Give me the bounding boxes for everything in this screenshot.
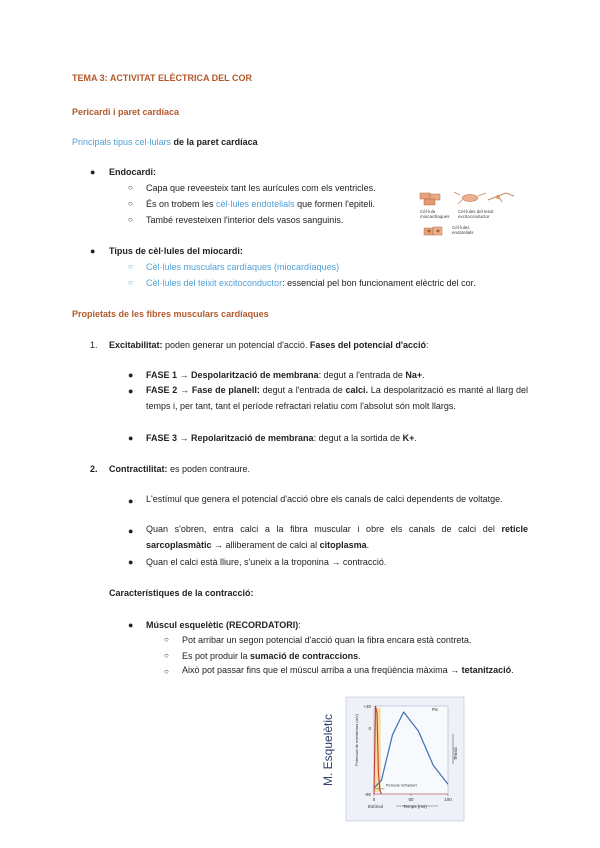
circle-bullet-icon: ○ [128, 262, 133, 271]
bullet-icon: ● [90, 167, 96, 177]
phase-1-bold: FASE 1 → Despolarització de membrana [146, 370, 319, 380]
x-axis-label: Temps (ms) [403, 804, 427, 809]
subsection-heading-tipus-cellulars [72, 137, 258, 147]
musc-item-3-end: . [511, 665, 514, 675]
bullet-icon: ● [128, 526, 134, 536]
contract-item-2-mid: → alliberament de calci al [211, 539, 320, 550]
phase-3 [146, 433, 417, 444]
bullet-icon: ● [128, 620, 134, 630]
bullet-icon: ● [90, 246, 96, 256]
list-number-1: 1. [90, 340, 98, 350]
list-number-2: 2. [90, 464, 98, 474]
excitabilitat-rest: poden generar un potencial d'acció. [162, 340, 310, 350]
endocardi-item-1: Capa que reveesteix tant les aurícules com els ventricles. [146, 183, 376, 193]
x-tick-label: 100 [444, 797, 452, 802]
refractory-label: Període refractari [385, 782, 417, 788]
phase-1 [146, 370, 425, 381]
page-title: TEMA 3: ACTIVITAT ELÈCTRICA DEL COR [72, 73, 252, 83]
conductor-cells-icon [454, 192, 514, 204]
circle-bullet-icon: ○ [164, 635, 169, 644]
x-tick-label: 50 [408, 797, 414, 802]
section-heading-propietats: Propietats de les fibres musculars cardíaques [72, 309, 269, 319]
chart-svg [320, 694, 470, 828]
bullet-icon: ● [128, 386, 134, 396]
phase-3-end: . [414, 433, 417, 443]
miocardi-item-2-blue: Cèl·lules del teixit excitoconductor [146, 278, 283, 288]
caracteristiques-heading: Característiques de la contracció: [109, 588, 254, 598]
miocardi-item-2 [146, 278, 476, 289]
contractilitat-rest: es poden contraure. [167, 464, 251, 474]
circle-bullet-icon: ○ [128, 199, 133, 208]
excitabilitat-bold: Excitabilitat: [109, 340, 163, 350]
musc-item-3-pre: Això pot passar fins que el múscul arriba a una freqüència màxima → [182, 665, 462, 675]
circle-bullet-icon: ○ [128, 183, 133, 192]
contract-item-3: Quan el calci està lliure, s'uneix a la troponina → contracció. [146, 557, 387, 567]
stimulus-label: Estímul [368, 804, 384, 809]
bullet-icon: ● [128, 433, 134, 443]
contract-item-2 [146, 522, 528, 553]
phase-2 [146, 383, 528, 414]
skeletal-muscle-chart [320, 694, 470, 828]
cell-types-figure [418, 190, 528, 242]
miocardi-item-1: Cèl·lules musculars cardíaques (miocardíaques) [146, 262, 340, 272]
endocardi-item-2-pre: És on trobem les [146, 199, 217, 209]
phase-1-bold2: Na+ [405, 370, 423, 380]
endocardi-label: Endocardi: [109, 167, 157, 177]
subsection-heading-blue: Principals tipus cel·lulars [72, 137, 172, 147]
endocardi-item-3: També revesteixen l'interior dels vasos sanguinis. [146, 215, 344, 225]
x-tick-label: 0 [372, 797, 376, 802]
contractilitat-bold: Contractilitat: [109, 464, 168, 474]
contract-item-2-end: . [366, 539, 370, 550]
cell-label-myocardial: Cèl·lula miocardíaques [420, 209, 450, 219]
circle-bullet-icon: ○ [128, 215, 133, 224]
contract-item-1: L'estímul que genera el potencial d'acció obre els canals de calci dependents de voltatge. [146, 494, 503, 504]
bullet-icon: ● [128, 496, 134, 506]
musc-item-2 [182, 651, 361, 662]
musc-item-3-bold: tetanització [461, 665, 512, 675]
circle-bullet-icon: ○ [164, 667, 169, 676]
fases-end: : [426, 340, 429, 350]
plot-area [374, 706, 448, 794]
circle-bullet-icon: ○ [128, 278, 133, 287]
cell-label-conductor: Cèl·lules del teixit excitoconductor [458, 209, 494, 219]
contract-item-2-pre: Quan s'obren, entra calci a la fibra muscular i obre els canals de calci del [146, 524, 502, 534]
musc-item-2-pre: Es pot produir la [182, 651, 251, 661]
contract-item-2-bold2: citoplasma [319, 539, 367, 550]
contract-item-2-bold: reticle sarcoplasmàtic [146, 524, 528, 550]
musc-item-2-end: . [358, 651, 361, 661]
y-tick-label: -90 [364, 792, 371, 797]
circle-bullet-icon: ○ [164, 651, 169, 660]
miocardi-item-2-rest: : essencial pel bon funcionament elèctric del cor. [282, 278, 476, 288]
peak-label: Pic [432, 707, 439, 712]
bullet-icon: ● [128, 557, 134, 567]
musc-esqueletic-bold: Múscul esquelètic (RECORDATORI) [146, 620, 299, 630]
musc-item-2-bold: sumació de contraccions [250, 651, 359, 661]
excitabilitat-item [109, 340, 429, 351]
y-axis-label: Potencial de membrana (mV) [354, 713, 359, 766]
chart-side-label: M. Esquelètic [321, 713, 335, 786]
myocardial-cells-icon [420, 193, 440, 205]
phase-3-bold2: K+ [402, 433, 415, 443]
contractilitat-item [109, 464, 250, 475]
y2-axis-label: Tensió [453, 746, 458, 760]
musc-esqueletic-label [146, 620, 301, 631]
phase-1-rest: : degut a l'entrada de [318, 370, 406, 380]
phase-2-bold2: calci. [345, 385, 369, 395]
y-tick-label: 0 [368, 726, 371, 731]
cell-label-endothelial: Cèl·lules endotelials [452, 225, 474, 235]
phase-2-rest: degut a l'entrada de [259, 385, 346, 395]
y-tick-label: +30 [363, 704, 371, 709]
endocardi-item-2-post: que formen l'epiteli. [294, 199, 375, 209]
phase-1-end: . [422, 370, 425, 380]
bullet-icon: ● [128, 370, 134, 380]
phase-3-rest: : degut a la sortida de [313, 433, 403, 443]
endocardi-item-2 [146, 199, 375, 210]
musc-esqueletic-end: : [298, 620, 301, 630]
phase-3-bold: FASE 3 → Repolarització de membrana [146, 433, 314, 443]
subsection-heading-rest: de la paret cardíaca [171, 137, 258, 147]
phase-2-bold: FASE 2 → Fase de planell: [146, 385, 260, 395]
fases-bold: Fases del potencial d'acció [309, 340, 427, 350]
musc-item-3 [182, 663, 528, 679]
endocardi-item-2-blue: cèl·lules endotelials [216, 199, 295, 209]
miocardi-label: Tipus de cèl·lules del miocardi: [109, 246, 243, 256]
endothelial-cells-icon [424, 227, 442, 235]
musc-item-1: Pot arribar un segon potencial d'acció quan la fibra encara està contreta. [182, 635, 472, 645]
section-heading-pericardi: Pericardi i paret cardíaca [72, 107, 180, 117]
phase-2-end: La despolarització es manté al llarg del temps i, per tant, tant el període refractari relatiu com l'absolut són molt llargs. [146, 385, 528, 411]
